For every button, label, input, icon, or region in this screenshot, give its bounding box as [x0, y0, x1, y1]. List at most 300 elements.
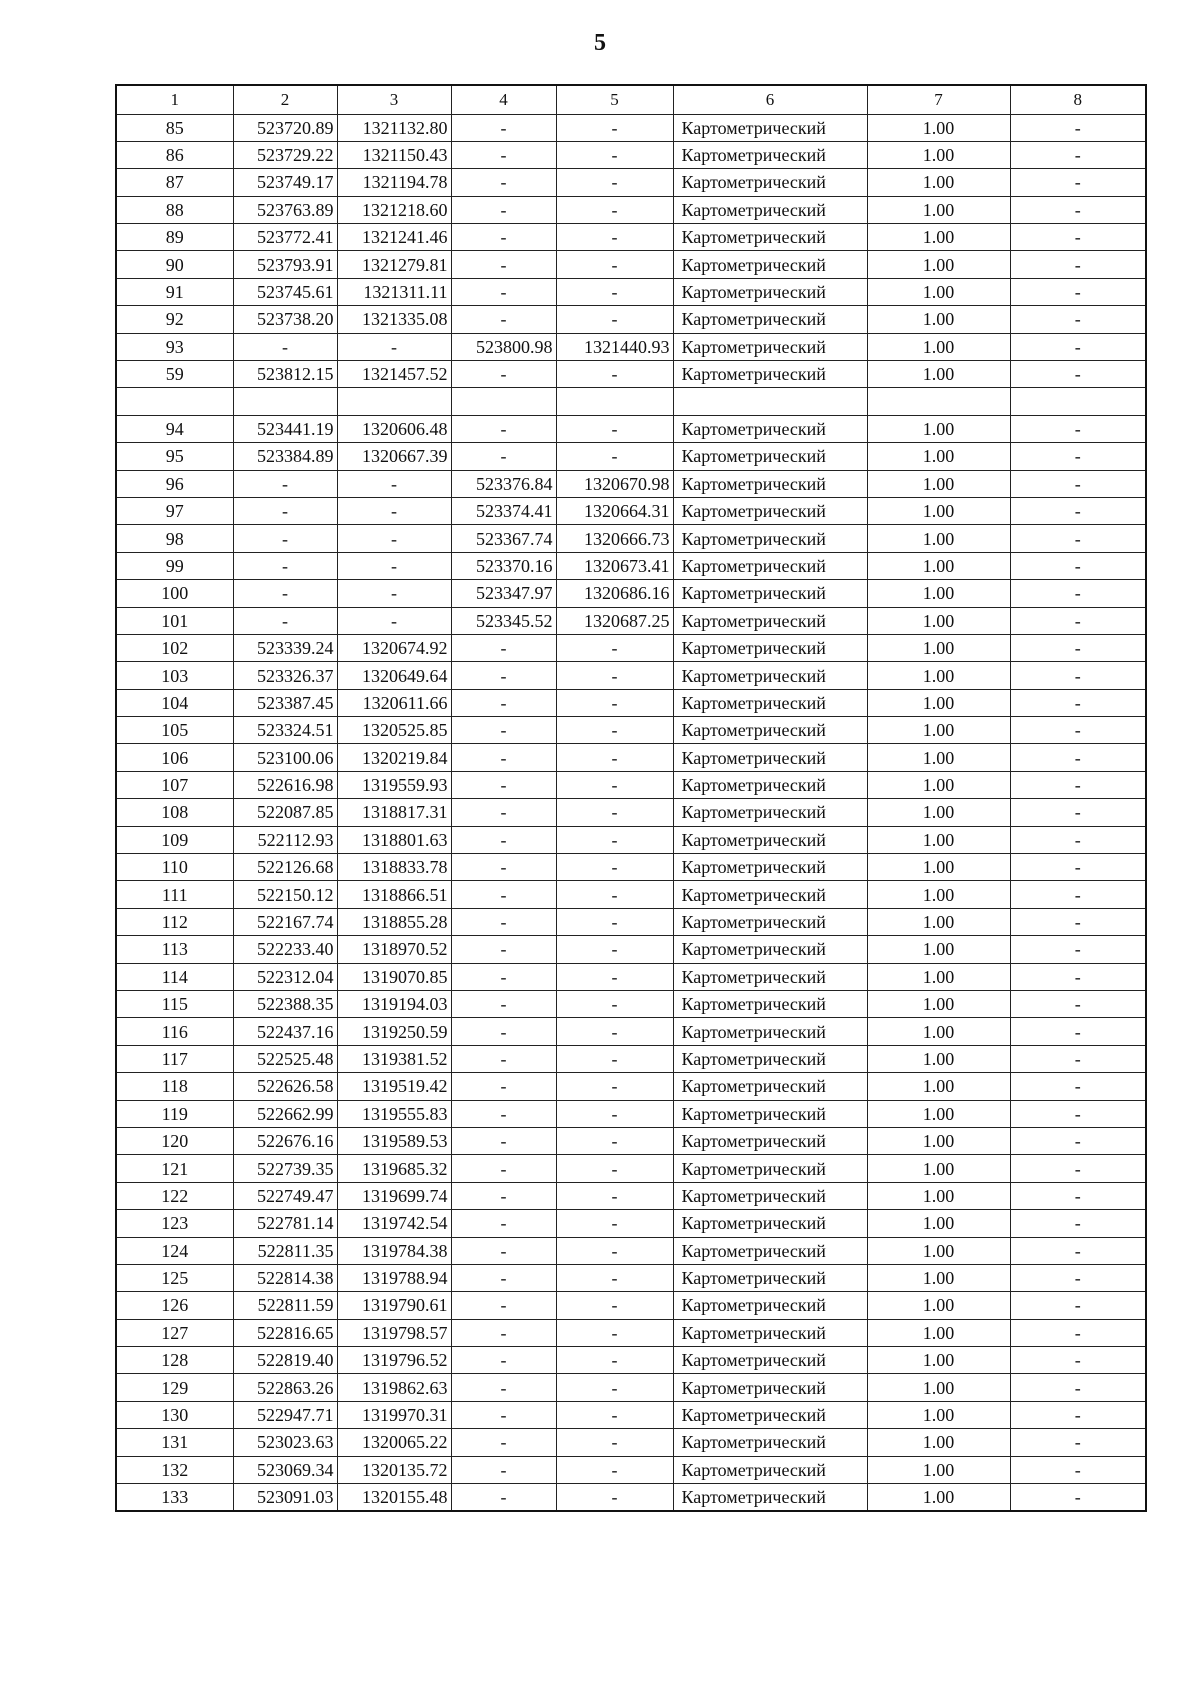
point-number-cell: 86	[116, 141, 233, 168]
x-new-coordinate-cell: -	[451, 1374, 556, 1401]
point-number-cell: 116	[116, 1018, 233, 1045]
x-coordinate-cell: 523441.19	[233, 415, 337, 442]
method-cell: Картометрический	[673, 333, 867, 360]
table-row	[116, 1292, 1146, 1319]
y-coordinate-cell: 1319194.03	[337, 991, 451, 1018]
accuracy-cell: 1.00	[867, 497, 1010, 524]
table-row	[116, 1045, 1146, 1072]
note-cell: -	[1010, 443, 1146, 470]
x-coordinate-cell: 522167.74	[233, 908, 337, 935]
column-header: 6	[673, 85, 867, 114]
x-new-coordinate-cell: -	[451, 991, 556, 1018]
point-number-cell: 113	[116, 936, 233, 963]
accuracy-cell: 1.00	[867, 1456, 1010, 1483]
y-new-coordinate-cell: -	[556, 1264, 673, 1291]
accuracy-cell: 1.00	[867, 662, 1010, 689]
note-cell: -	[1010, 1292, 1146, 1319]
x-coordinate-cell: 523023.63	[233, 1429, 337, 1456]
y-new-coordinate-cell: -	[556, 141, 673, 168]
y-new-coordinate-cell: -	[556, 908, 673, 935]
accuracy-cell: 1.00	[867, 1018, 1010, 1045]
x-coordinate-cell: 522863.26	[233, 1374, 337, 1401]
table-row	[116, 251, 1146, 278]
y-coordinate-cell: 1319555.83	[337, 1100, 451, 1127]
point-number-cell: 90	[116, 251, 233, 278]
y-new-coordinate-cell: -	[556, 1100, 673, 1127]
x-new-coordinate-cell: -	[451, 634, 556, 661]
x-coordinate-cell: -	[233, 497, 337, 524]
x-coordinate-cell	[233, 388, 337, 415]
x-new-coordinate-cell: -	[451, 908, 556, 935]
table-row	[116, 1182, 1146, 1209]
x-new-coordinate-cell: -	[451, 1484, 556, 1511]
table-row	[116, 443, 1146, 470]
y-new-coordinate-cell: -	[556, 1429, 673, 1456]
table-row	[116, 1127, 1146, 1154]
accuracy-cell: 1.00	[867, 744, 1010, 771]
x-new-coordinate-cell: -	[451, 1264, 556, 1291]
method-cell: Картометрический	[673, 278, 867, 305]
accuracy-cell: 1.00	[867, 1429, 1010, 1456]
x-coordinate-cell: 523326.37	[233, 662, 337, 689]
y-coordinate-cell: 1318855.28	[337, 908, 451, 935]
x-new-coordinate-cell: 523347.97	[451, 580, 556, 607]
y-coordinate-cell: 1320667.39	[337, 443, 451, 470]
x-coordinate-cell: 522811.59	[233, 1292, 337, 1319]
method-cell: Картометрический	[673, 1292, 867, 1319]
y-new-coordinate-cell: -	[556, 196, 673, 223]
y-coordinate-cell: 1319970.31	[337, 1401, 451, 1428]
note-cell: -	[1010, 580, 1146, 607]
y-coordinate-cell: 1321241.46	[337, 224, 451, 251]
y-coordinate-cell: 1320674.92	[337, 634, 451, 661]
table-header-row	[116, 85, 1146, 114]
x-new-coordinate-cell: -	[451, 1401, 556, 1428]
note-cell: -	[1010, 1484, 1146, 1511]
accuracy-cell: 1.00	[867, 443, 1010, 470]
column-header: 5	[556, 85, 673, 114]
note-cell: -	[1010, 497, 1146, 524]
x-coordinate-cell: 523100.06	[233, 744, 337, 771]
method-cell: Картометрический	[673, 1456, 867, 1483]
y-new-coordinate-cell: -	[556, 1292, 673, 1319]
accuracy-cell: 1.00	[867, 881, 1010, 908]
method-cell: Картометрический	[673, 936, 867, 963]
accuracy-cell: 1.00	[867, 1264, 1010, 1291]
accuracy-cell: 1.00	[867, 169, 1010, 196]
method-cell: Картометрический	[673, 1237, 867, 1264]
note-cell: -	[1010, 1264, 1146, 1291]
point-number-cell: 126	[116, 1292, 233, 1319]
method-cell: Картометрический	[673, 306, 867, 333]
x-new-coordinate-cell: -	[451, 1100, 556, 1127]
note-cell: -	[1010, 854, 1146, 881]
point-number-cell: 94	[116, 415, 233, 442]
x-coordinate-cell: 523387.45	[233, 689, 337, 716]
y-new-coordinate-cell: -	[556, 1484, 673, 1511]
column-header: 1	[116, 85, 233, 114]
note-cell: -	[1010, 1127, 1146, 1154]
y-new-coordinate-cell: -	[556, 1347, 673, 1374]
table-row	[116, 1100, 1146, 1127]
method-cell: Картометрический	[673, 251, 867, 278]
y-coordinate-cell: 1321279.81	[337, 251, 451, 278]
note-cell: -	[1010, 114, 1146, 141]
page-number: 5	[594, 30, 606, 56]
x-coordinate-cell: 522662.99	[233, 1100, 337, 1127]
table-row	[116, 306, 1146, 333]
note-cell: -	[1010, 196, 1146, 223]
point-number-cell: 108	[116, 799, 233, 826]
note-cell: -	[1010, 1073, 1146, 1100]
x-coordinate-cell: 523091.03	[233, 1484, 337, 1511]
x-coordinate-cell: 523729.22	[233, 141, 337, 168]
note-cell: -	[1010, 1347, 1146, 1374]
y-coordinate-cell: -	[337, 525, 451, 552]
accuracy-cell: 1.00	[867, 963, 1010, 990]
x-new-coordinate-cell: 523376.84	[451, 470, 556, 497]
accuracy-cell: 1.00	[867, 1127, 1010, 1154]
note-cell: -	[1010, 689, 1146, 716]
accuracy-cell: 1.00	[867, 141, 1010, 168]
x-coordinate-cell: 523384.89	[233, 443, 337, 470]
method-cell: Картометрический	[673, 443, 867, 470]
table-row	[116, 963, 1146, 990]
x-coordinate-cell: -	[233, 470, 337, 497]
y-coordinate-cell: 1321311.11	[337, 278, 451, 305]
note-cell: -	[1010, 634, 1146, 661]
y-new-coordinate-cell: -	[556, 854, 673, 881]
x-new-coordinate-cell: -	[451, 1429, 556, 1456]
method-cell: Картометрический	[673, 799, 867, 826]
y-new-coordinate-cell: -	[556, 771, 673, 798]
y-coordinate-cell: 1318866.51	[337, 881, 451, 908]
x-coordinate-cell: 523720.89	[233, 114, 337, 141]
y-new-coordinate-cell: 1320687.25	[556, 607, 673, 634]
table-row	[116, 114, 1146, 141]
y-coordinate-cell: -	[337, 333, 451, 360]
y-new-coordinate-cell: -	[556, 1319, 673, 1346]
point-number-cell: 121	[116, 1155, 233, 1182]
method-cell: Картометрический	[673, 634, 867, 661]
point-number-cell: 95	[116, 443, 233, 470]
point-number-cell: 105	[116, 717, 233, 744]
x-coordinate-cell: 522676.16	[233, 1127, 337, 1154]
note-cell	[1010, 388, 1146, 415]
table-row	[116, 141, 1146, 168]
accuracy-cell: 1.00	[867, 1073, 1010, 1100]
accuracy-cell: 1.00	[867, 908, 1010, 935]
point-number-cell: 91	[116, 278, 233, 305]
accuracy-cell: 1.00	[867, 1237, 1010, 1264]
table-row	[116, 607, 1146, 634]
point-number-cell: 115	[116, 991, 233, 1018]
x-coordinate-cell: 523749.17	[233, 169, 337, 196]
accuracy-cell: 1.00	[867, 114, 1010, 141]
point-number-cell: 112	[116, 908, 233, 935]
y-coordinate-cell: -	[337, 607, 451, 634]
method-cell: Картометрический	[673, 1401, 867, 1428]
y-new-coordinate-cell: -	[556, 963, 673, 990]
x-new-coordinate-cell	[451, 388, 556, 415]
note-cell: -	[1010, 799, 1146, 826]
y-coordinate-cell: 1319862.63	[337, 1374, 451, 1401]
x-new-coordinate-cell: -	[451, 1292, 556, 1319]
point-number-cell: 88	[116, 196, 233, 223]
accuracy-cell: 1.00	[867, 1374, 1010, 1401]
x-new-coordinate-cell: -	[451, 1045, 556, 1072]
y-coordinate-cell: 1320155.48	[337, 1484, 451, 1511]
table-row	[116, 361, 1146, 388]
point-number-cell	[116, 388, 233, 415]
point-number-cell: 98	[116, 525, 233, 552]
method-cell: Картометрический	[673, 1429, 867, 1456]
point-number-cell: 129	[116, 1374, 233, 1401]
y-coordinate-cell: -	[337, 497, 451, 524]
method-cell: Картометрический	[673, 1127, 867, 1154]
point-number-cell: 117	[116, 1045, 233, 1072]
table-row	[116, 552, 1146, 579]
y-new-coordinate-cell: -	[556, 1127, 673, 1154]
table-row	[116, 1374, 1146, 1401]
x-coordinate-cell: -	[233, 607, 337, 634]
accuracy-cell	[867, 388, 1010, 415]
y-coordinate-cell: 1320525.85	[337, 717, 451, 744]
y-new-coordinate-cell: 1320673.41	[556, 552, 673, 579]
y-new-coordinate-cell: -	[556, 826, 673, 853]
table-row	[116, 1155, 1146, 1182]
point-number-cell: 118	[116, 1073, 233, 1100]
table-row	[116, 333, 1146, 360]
point-number-cell: 131	[116, 1429, 233, 1456]
note-cell: -	[1010, 991, 1146, 1018]
y-new-coordinate-cell: -	[556, 634, 673, 661]
note-cell: -	[1010, 251, 1146, 278]
y-new-coordinate-cell: 1320670.98	[556, 470, 673, 497]
point-number-cell: 107	[116, 771, 233, 798]
note-cell: -	[1010, 662, 1146, 689]
y-new-coordinate-cell: -	[556, 744, 673, 771]
y-coordinate-cell: 1319559.93	[337, 771, 451, 798]
point-number-cell: 119	[116, 1100, 233, 1127]
x-coordinate-cell: 523793.91	[233, 251, 337, 278]
x-new-coordinate-cell: -	[451, 196, 556, 223]
y-new-coordinate-cell: -	[556, 689, 673, 716]
note-cell: -	[1010, 470, 1146, 497]
y-new-coordinate-cell: -	[556, 114, 673, 141]
method-cell: Картометрический	[673, 1155, 867, 1182]
column-header: 7	[867, 85, 1010, 114]
accuracy-cell: 1.00	[867, 361, 1010, 388]
note-cell: -	[1010, 1237, 1146, 1264]
x-new-coordinate-cell: -	[451, 251, 556, 278]
note-cell: -	[1010, 1045, 1146, 1072]
note-cell: -	[1010, 361, 1146, 388]
x-coordinate-cell: 522781.14	[233, 1210, 337, 1237]
x-new-coordinate-cell: 523367.74	[451, 525, 556, 552]
method-cell: Картометрический	[673, 196, 867, 223]
accuracy-cell: 1.00	[867, 634, 1010, 661]
method-cell: Картометрический	[673, 169, 867, 196]
x-new-coordinate-cell: 523370.16	[451, 552, 556, 579]
point-number-cell: 96	[116, 470, 233, 497]
x-new-coordinate-cell: -	[451, 936, 556, 963]
y-coordinate-cell: 1320135.72	[337, 1456, 451, 1483]
accuracy-cell: 1.00	[867, 1155, 1010, 1182]
table-row	[116, 826, 1146, 853]
note-cell: -	[1010, 908, 1146, 935]
point-number-cell: 110	[116, 854, 233, 881]
table-row	[116, 1401, 1146, 1428]
method-cell: Картометрический	[673, 1018, 867, 1045]
method-cell: Картометрический	[673, 580, 867, 607]
table-row	[116, 1264, 1146, 1291]
accuracy-cell: 1.00	[867, 1401, 1010, 1428]
x-new-coordinate-cell: -	[451, 1182, 556, 1209]
x-new-coordinate-cell: -	[451, 1073, 556, 1100]
y-coordinate-cell: 1320611.66	[337, 689, 451, 716]
y-coordinate-cell: 1321150.43	[337, 141, 451, 168]
note-cell: -	[1010, 1210, 1146, 1237]
method-cell: Картометрический	[673, 991, 867, 1018]
table-row	[116, 497, 1146, 524]
y-new-coordinate-cell: -	[556, 306, 673, 333]
y-new-coordinate-cell: -	[556, 799, 673, 826]
y-new-coordinate-cell: 1320666.73	[556, 525, 673, 552]
x-new-coordinate-cell: -	[451, 799, 556, 826]
method-cell: Картометрический	[673, 552, 867, 579]
note-cell: -	[1010, 415, 1146, 442]
point-number-cell: 101	[116, 607, 233, 634]
y-new-coordinate-cell: -	[556, 415, 673, 442]
accuracy-cell: 1.00	[867, 1484, 1010, 1511]
accuracy-cell: 1.00	[867, 1210, 1010, 1237]
accuracy-cell: 1.00	[867, 196, 1010, 223]
accuracy-cell: 1.00	[867, 1292, 1010, 1319]
y-new-coordinate-cell: 1321440.93	[556, 333, 673, 360]
x-new-coordinate-cell: -	[451, 854, 556, 881]
note-cell: -	[1010, 278, 1146, 305]
method-cell: Картометрический	[673, 361, 867, 388]
x-coordinate-cell: -	[233, 333, 337, 360]
y-coordinate-cell: 1321194.78	[337, 169, 451, 196]
x-new-coordinate-cell: -	[451, 1456, 556, 1483]
note-cell: -	[1010, 936, 1146, 963]
y-coordinate-cell: 1319589.53	[337, 1127, 451, 1154]
y-new-coordinate-cell: -	[556, 717, 673, 744]
y-new-coordinate-cell: -	[556, 1073, 673, 1100]
y-new-coordinate-cell: -	[556, 224, 673, 251]
point-number-cell: 92	[116, 306, 233, 333]
y-coordinate-cell: -	[337, 552, 451, 579]
accuracy-cell: 1.00	[867, 1319, 1010, 1346]
x-coordinate-cell: 523324.51	[233, 717, 337, 744]
note-cell: -	[1010, 826, 1146, 853]
method-cell: Картометрический	[673, 881, 867, 908]
accuracy-cell: 1.00	[867, 251, 1010, 278]
table-row	[116, 771, 1146, 798]
method-cell: Картометрический	[673, 1374, 867, 1401]
accuracy-cell: 1.00	[867, 580, 1010, 607]
point-number-cell: 124	[116, 1237, 233, 1264]
y-coordinate-cell: 1320065.22	[337, 1429, 451, 1456]
method-cell: Картометрический	[673, 744, 867, 771]
method-cell: Картометрический	[673, 114, 867, 141]
accuracy-cell: 1.00	[867, 1347, 1010, 1374]
x-new-coordinate-cell: -	[451, 169, 556, 196]
table-row	[116, 224, 1146, 251]
y-coordinate-cell: 1319519.42	[337, 1073, 451, 1100]
x-new-coordinate-cell: -	[451, 141, 556, 168]
x-coordinate-cell: 523812.15	[233, 361, 337, 388]
y-new-coordinate-cell: -	[556, 936, 673, 963]
x-new-coordinate-cell: -	[451, 1210, 556, 1237]
note-cell: -	[1010, 963, 1146, 990]
point-number-cell: 132	[116, 1456, 233, 1483]
table-row	[116, 1237, 1146, 1264]
y-coordinate-cell: 1321132.80	[337, 114, 451, 141]
method-cell: Картометрический	[673, 1484, 867, 1511]
point-number-cell: 122	[116, 1182, 233, 1209]
point-number-cell: 120	[116, 1127, 233, 1154]
y-new-coordinate-cell: -	[556, 662, 673, 689]
x-coordinate-cell: 522126.68	[233, 854, 337, 881]
y-new-coordinate-cell	[556, 388, 673, 415]
method-cell: Картометрический	[673, 224, 867, 251]
note-cell: -	[1010, 1456, 1146, 1483]
table-row	[116, 1319, 1146, 1346]
column-header: 8	[1010, 85, 1146, 114]
column-header: 4	[451, 85, 556, 114]
table-row	[116, 662, 1146, 689]
column-header: 2	[233, 85, 337, 114]
x-coordinate-cell: 523738.20	[233, 306, 337, 333]
x-coordinate-cell: -	[233, 552, 337, 579]
x-new-coordinate-cell: -	[451, 1127, 556, 1154]
x-new-coordinate-cell: -	[451, 443, 556, 470]
point-number-cell: 130	[116, 1401, 233, 1428]
accuracy-cell: 1.00	[867, 306, 1010, 333]
y-coordinate-cell: 1319742.54	[337, 1210, 451, 1237]
table-row	[116, 580, 1146, 607]
point-number-cell: 114	[116, 963, 233, 990]
method-cell: Картометрический	[673, 689, 867, 716]
x-coordinate-cell: 522739.35	[233, 1155, 337, 1182]
method-cell: Картометрический	[673, 908, 867, 935]
method-cell: Картометрический	[673, 607, 867, 634]
y-coordinate-cell: 1320606.48	[337, 415, 451, 442]
note-cell: -	[1010, 717, 1146, 744]
note-cell: -	[1010, 1155, 1146, 1182]
accuracy-cell: 1.00	[867, 224, 1010, 251]
x-new-coordinate-cell: -	[451, 662, 556, 689]
method-cell: Картометрический	[673, 1264, 867, 1291]
y-coordinate-cell: 1319250.59	[337, 1018, 451, 1045]
accuracy-cell: 1.00	[867, 1045, 1010, 1072]
note-cell: -	[1010, 1100, 1146, 1127]
table-row	[116, 278, 1146, 305]
x-new-coordinate-cell: -	[451, 1155, 556, 1182]
method-cell: Картометрический	[673, 141, 867, 168]
note-cell: -	[1010, 881, 1146, 908]
y-coordinate-cell: 1318817.31	[337, 799, 451, 826]
y-coordinate-cell: 1319790.61	[337, 1292, 451, 1319]
x-new-coordinate-cell: 523800.98	[451, 333, 556, 360]
x-new-coordinate-cell: -	[451, 717, 556, 744]
accuracy-cell: 1.00	[867, 717, 1010, 744]
method-cell: Картометрический	[673, 662, 867, 689]
note-cell: -	[1010, 169, 1146, 196]
